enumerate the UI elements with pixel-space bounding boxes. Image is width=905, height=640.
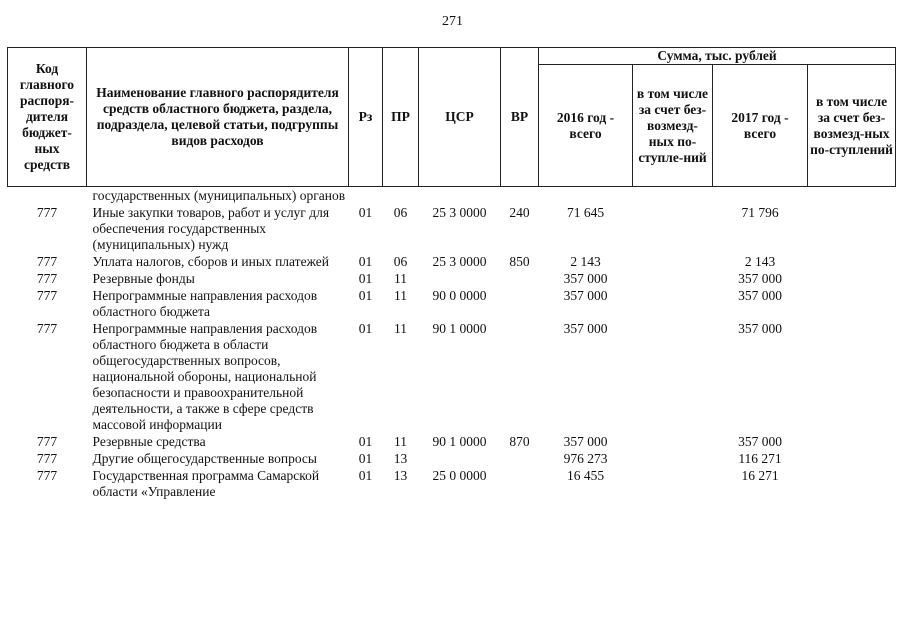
cell-2017: 116 271 <box>738 451 782 466</box>
cell-2017: 357 000 <box>738 434 782 449</box>
cell-pr: 11 <box>394 288 407 303</box>
cell-rz: 01 <box>358 434 373 449</box>
header-csr: ЦСР <box>419 48 501 187</box>
cell-vr <box>501 467 539 500</box>
cell-code: 777 <box>36 321 58 336</box>
cell-2017-free <box>808 467 896 500</box>
table-header <box>8 48 896 187</box>
cell-2016: 357 000 <box>563 271 608 286</box>
cell-csr: 25 3 0000 <box>432 254 487 269</box>
cell-name: Резервные фонды <box>92 271 195 286</box>
cell-2016: 357 000 <box>563 434 608 449</box>
table-row <box>8 187 896 205</box>
cell-csr: 90 1 0000 <box>432 434 487 449</box>
cell-name: Другие общегосударственные вопросы <box>92 451 317 466</box>
cell-2016: 976 273 <box>563 451 608 466</box>
header-pr: ПР <box>383 48 419 187</box>
cell-2017-free <box>808 287 896 320</box>
cell-vr <box>501 187 539 205</box>
cell-2016-free <box>633 320 713 433</box>
cell-csr <box>419 270 501 287</box>
cell-vr: 850 <box>509 254 530 269</box>
cell-name: Резервные средства <box>92 434 206 449</box>
cell-code: 777 <box>36 468 58 483</box>
cell-2017: 357 000 <box>738 321 782 336</box>
header-2016-free: в том числе за счет без-возмезд-ных по-ступле-ний <box>633 65 713 187</box>
cell-2017-free <box>808 187 896 205</box>
cell-2016-free <box>633 433 713 450</box>
table-row <box>8 287 896 320</box>
table-row <box>8 253 896 270</box>
cell-name: государственных (муниципальных) органов <box>92 188 346 203</box>
header-name: Наименование главного распорядителя средств областного бюджета, раздела, подраздела, целевой статьи, подгруппы видов расходов <box>87 48 349 187</box>
cell-rz: 01 <box>358 205 373 220</box>
cell-vr <box>501 450 539 467</box>
header-rz: Рз <box>349 48 383 187</box>
cell-rz: 01 <box>358 254 373 269</box>
table-row <box>8 433 896 450</box>
cell-2017: 2 143 <box>744 254 776 269</box>
cell-2016-free <box>633 270 713 287</box>
table-row <box>8 204 896 253</box>
cell-name: Непрограммные направления расходов областного бюджета <box>92 288 318 319</box>
cell-pr: 06 <box>393 254 408 269</box>
cell-rz: 01 <box>358 451 373 466</box>
table-row <box>8 450 896 467</box>
cell-2017-free <box>808 320 896 433</box>
cell-vr <box>501 320 539 433</box>
table-body <box>8 187 896 501</box>
cell-pr: 11 <box>394 321 407 336</box>
cell-name: Государственная программа Самарской области «Управление <box>92 468 320 499</box>
cell-2017: 71 796 <box>741 205 779 220</box>
cell-code: 777 <box>36 254 58 269</box>
cell-2016 <box>539 187 633 205</box>
cell-csr <box>419 187 501 205</box>
cell-name: Иные закупки товаров, работ и услуг для обеспечения государственных (муниципальных) нужд <box>92 205 330 252</box>
cell-2016: 71 645 <box>566 205 605 220</box>
cell-2017-free <box>808 433 896 450</box>
cell-pr: 13 <box>393 468 408 483</box>
cell-rz <box>349 187 383 205</box>
cell-name: Непрограммные направления расходов областного бюджета в области общегосударственных вопросов, национальной обороны, национальной безопасности и правоохранительной деятельности, а также в сфере средств массовой информации <box>92 321 318 432</box>
cell-code: 777 <box>36 205 58 220</box>
header-2017-free: в том числе за счет без-возмезд-ных по-ступлений <box>808 65 896 187</box>
cell-pr: 06 <box>393 205 408 220</box>
cell-csr: 90 0 0000 <box>432 288 487 303</box>
cell-2017 <box>713 187 808 205</box>
cell-2017-free <box>808 204 896 253</box>
cell-2016: 357 000 <box>563 321 608 336</box>
cell-2016-free <box>633 450 713 467</box>
budget-table <box>7 47 896 500</box>
header-vr: ВР <box>501 48 539 187</box>
cell-2016-free <box>633 187 713 205</box>
cell-csr <box>419 450 501 467</box>
cell-vr <box>501 287 539 320</box>
cell-vr: 870 <box>509 434 530 449</box>
cell-2016: 2 143 <box>570 254 601 269</box>
cell-2017-free <box>808 253 896 270</box>
cell-code <box>8 187 87 205</box>
header-2016-total: 2016 год - всего <box>539 65 633 187</box>
cell-vr: 240 <box>509 205 530 220</box>
table-row <box>8 270 896 287</box>
cell-vr <box>501 270 539 287</box>
page-number: 271 <box>442 14 463 29</box>
cell-rz: 01 <box>358 468 373 483</box>
cell-rz: 01 <box>358 321 373 336</box>
cell-2016-free <box>633 204 713 253</box>
cell-2016-free <box>633 287 713 320</box>
cell-csr: 25 3 0000 <box>432 205 487 220</box>
cell-pr <box>383 187 419 205</box>
cell-2017: 16 271 <box>741 468 779 483</box>
cell-code: 777 <box>36 271 58 286</box>
table-row <box>8 320 896 433</box>
cell-rz: 01 <box>358 271 373 286</box>
cell-2017: 357 000 <box>738 288 782 303</box>
header-sum-group: Сумма, тыс. рублей <box>539 48 896 65</box>
cell-rz: 01 <box>358 288 373 303</box>
cell-2016-free <box>633 467 713 500</box>
cell-pr: 13 <box>393 451 408 466</box>
cell-2016-free <box>633 253 713 270</box>
cell-code: 777 <box>36 434 58 449</box>
header-code: Код главного распоря-дителя бюджет-ных средств <box>8 48 87 187</box>
table-row <box>8 467 896 500</box>
cell-2016: 357 000 <box>563 288 608 303</box>
cell-pr: 11 <box>394 271 407 286</box>
cell-2017-free <box>808 450 896 467</box>
cell-2017-free <box>808 270 896 287</box>
cell-code: 777 <box>36 288 58 303</box>
cell-csr: 90 1 0000 <box>432 321 487 336</box>
cell-2017: 357 000 <box>738 271 782 286</box>
header-2017-total: 2017 год - всего <box>713 65 808 187</box>
cell-code: 777 <box>36 451 58 466</box>
cell-csr: 25 0 0000 <box>432 468 487 483</box>
cell-2016: 16 455 <box>566 468 605 483</box>
cell-name: Уплата налогов, сборов и иных платежей <box>92 254 329 269</box>
cell-pr: 11 <box>394 434 407 449</box>
